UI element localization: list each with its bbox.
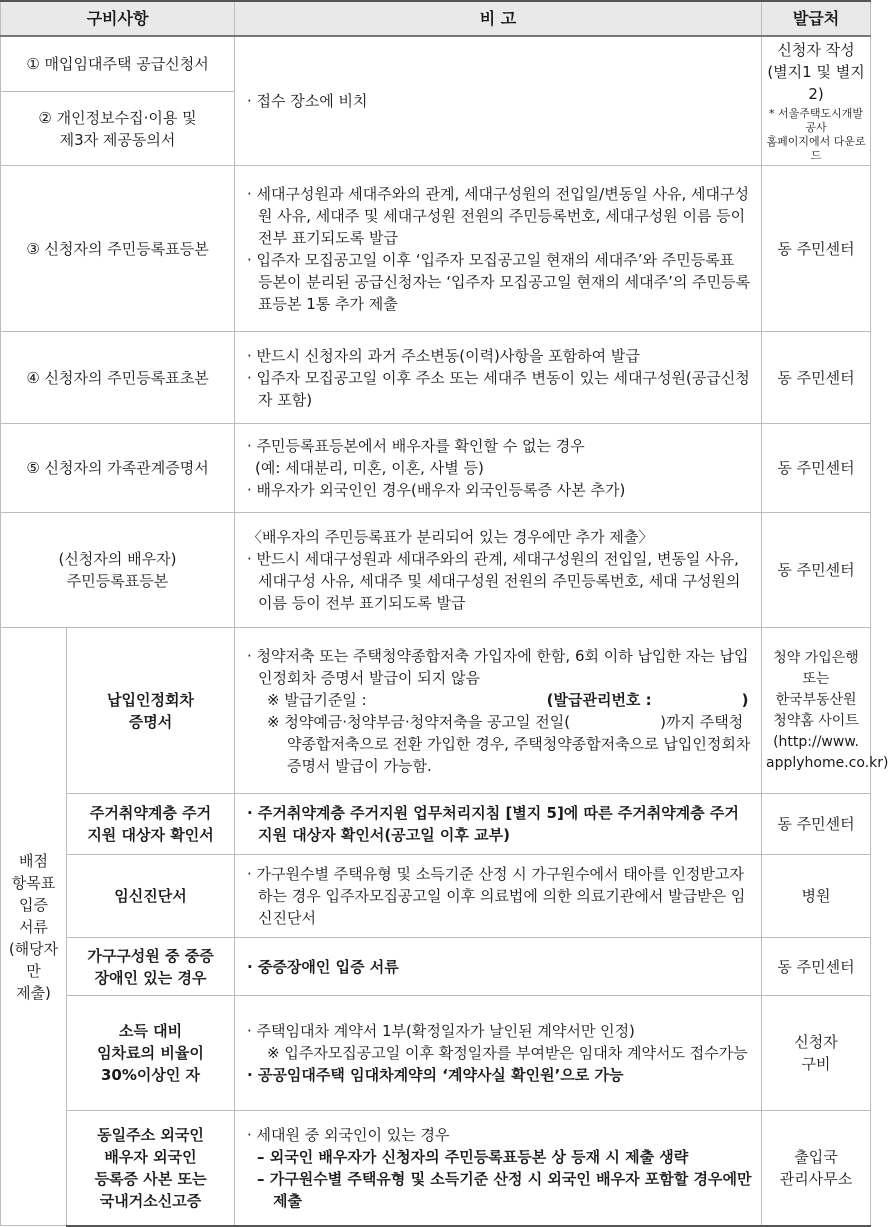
remark-line: · 세대원 중 외국인이 있는 경우 — [247, 1125, 450, 1144]
issuer-community-center: 동 주민센터 — [762, 938, 871, 996]
issuer-note-line: * 서울주택도시개발공사 — [769, 107, 864, 134]
table-row — [1, 628, 871, 794]
remark-line: · 중증장애인 입증 서류 — [247, 957, 399, 976]
item-line: 증명서 — [128, 712, 173, 731]
issuer-line: 청약 가입은행 — [773, 649, 859, 666]
table-row — [1, 855, 871, 938]
item-line: 동일주소 외국인 — [97, 1125, 204, 1144]
header-requirements: 구비사항 — [1, 1, 235, 36]
remark-line: · 반드시 신청자의 과거 주소변동(이력)사항을 포함하여 발급 — [247, 346, 640, 365]
group-label-line: 서류 — [19, 917, 48, 936]
remark-line: – 외국인 배우자가 신청자의 주민등록표등본 상 등재 시 제출 생략 — [257, 1147, 689, 1166]
remarks-cell — [235, 794, 762, 855]
remark-line: (예: 세대분리, 미혼, 이혼, 사별 등) — [255, 459, 484, 477]
remark-line: 〈배우자의 주민등록표가 분리되어 있는 경우에만 추가 제출〉 — [247, 528, 654, 546]
group-label-line: 항목표 — [11, 873, 56, 892]
table-row — [1, 1111, 871, 1226]
issuer-line: (별지1 및 별지2) — [767, 63, 865, 103]
remark-line: · 세대구성원과 세대주와의 관계, 세대구성원의 전입일/변동일 사유, 세대구성원 사유, 세대주 및 세대구성원 전원의 주민등록번호, 세대구성원 이름 등이 전부 표기되도록 발급 — [247, 184, 749, 247]
table-row — [1, 166, 871, 332]
item-line: 주거취약계층 주거 — [89, 804, 212, 822]
item-line: (신청자의 배우자) — [58, 550, 177, 568]
issuer-line: applyhome.co.kr) — [766, 754, 888, 771]
issuer-applicant-prepared — [762, 996, 871, 1111]
remark-line: · 입주자 모집공고일 이후 ‘입주자 모집공고일 현재의 세대주’와 주민등록표 등본이 분리된 공급신청자는 ‘입주자 모집공고일 현재의 세대주’의 주민등록표등본 1통 추가 제출 — [247, 250, 751, 313]
remark-line: · 청약저축 또는 주택청약종합저축 가입자에 한함, 6회 이하 납입한 자는 납입인정회차 증명서 발급이 되지 않음 — [247, 646, 749, 687]
item-line: 임차료의 비율이 — [97, 1044, 204, 1062]
mgmt-number-label: (발급관리번호 : — [546, 690, 652, 709]
remark-line: – 가구원수별 주택유형 및 소득기준 산정 시 외국인 배우자 포함할 경우에만 제출 — [257, 1169, 752, 1210]
item-privacy-consent — [1, 92, 235, 166]
remarks-cell — [235, 424, 762, 513]
table-row — [1, 424, 871, 513]
issuer-line: 한국부동산원 — [775, 691, 857, 708]
remark-line: · 배우자가 외국인인 경우(배우자 외국인등록증 사본 추가) — [247, 481, 626, 499]
group-label-line: (해당자만 — [8, 939, 59, 980]
header-remarks: 비 고 — [235, 1, 762, 36]
remark-reception: · 접수 장소에 비치 — [235, 36, 762, 166]
item-line: 장애인 있는 경우 — [94, 968, 207, 987]
remark-text: )까지 주택청약종합저축으로 전환 가입한 경우, 주택청약종합저축으로 납입인정회차 증명서 발급이 가능함. — [287, 712, 751, 775]
remarks-cell — [235, 938, 762, 996]
item-line: 국내거소신고증 — [99, 1191, 202, 1210]
remark-line: · 가구원수별 주택유형 및 소득기준 산정 시 가구원수에서 태아를 인정받고자 하는 경우 입주자모집공고일 이후 의료법에 의한 의료기관에서 발급받은 임신진단서 — [247, 865, 746, 927]
item-line: 등록증 사본 또는 — [94, 1169, 207, 1188]
remark-text: ※ 청약예금·청약부금·청약저축을 공고일 전일( — [267, 712, 571, 731]
item-line: 배우자 외국인 — [104, 1147, 197, 1166]
item-line: 소득 대비 — [118, 1022, 183, 1040]
remark-line: · 주민등록표등본에서 배우자를 확인할 수 없는 경우 — [247, 437, 585, 455]
issuer-line: 또는 — [802, 670, 830, 687]
item-payment-count-cert — [67, 628, 235, 794]
issuer-community-center: 동 주민센터 — [762, 332, 871, 424]
remarks-cell — [235, 628, 762, 794]
group-label-line: 배점 — [19, 851, 48, 870]
item-line: 주민등록표등본 — [66, 572, 169, 590]
remark-line: ※ 입주자모집공고일 이후 확정일자를 부여받은 임대차 계약서도 접수가능 — [267, 1044, 748, 1062]
table-row — [1, 36, 871, 92]
issuer-note — [766, 107, 866, 163]
item-spouse-register — [1, 513, 235, 628]
issuer-applicant-written — [762, 36, 871, 166]
item-resident-register-copy: ③ 신청자의 주민등록표등본 — [1, 166, 235, 332]
issuer-line: 구비 — [801, 1055, 831, 1073]
remark-line: · 입주자 모집공고일 이후 주소 또는 세대주 변동이 있는 세대구성원(공급신청자 포함) — [247, 368, 750, 409]
issuer-community-center: 동 주민센터 — [762, 166, 871, 332]
issuer-line: 신청자 — [794, 1033, 838, 1051]
item-line: 제3자 제공동의서 — [59, 130, 176, 149]
table-row — [1, 938, 871, 996]
remarks-cell — [235, 996, 762, 1111]
issuer-community-center: 동 주민센터 — [762, 794, 871, 855]
item-pregnancy-cert: 임신진단서 — [67, 855, 235, 938]
item-rent-ratio — [67, 996, 235, 1111]
remark-line — [247, 711, 753, 777]
remark-line: · 주택임대차 계약서 1부(확정일자가 날인된 계약서만 인정) — [247, 1022, 635, 1040]
item-severe-disability — [67, 938, 235, 996]
group-label-line: 제출) — [16, 983, 51, 1002]
issuer-note-line: 홈페이지에서 다운로드 — [766, 135, 866, 162]
item-family-relation-cert: ⑤ 신청자의 가족관계증명서 — [1, 424, 235, 513]
issue-date-label: ※ 발급기준일 : — [267, 690, 367, 709]
remarks-cell — [235, 513, 762, 628]
issuer-line: 출입국 — [794, 1147, 838, 1166]
item-application-form: ① 매입임대주택 공급신청서 — [1, 36, 235, 92]
item-foreign-spouse-id — [67, 1111, 235, 1226]
issuer-immigration-office — [762, 1111, 871, 1226]
table-row — [1, 996, 871, 1111]
table-row — [1, 794, 871, 855]
group-label-line: 입증 — [19, 895, 48, 914]
header-issuer: 발급처 — [762, 1, 871, 36]
remarks-cell — [235, 166, 762, 332]
remark-line: · 공공임대주택 임대차계약의 ‘계약사실 확인원’으로 가능 — [247, 1066, 624, 1084]
issuer-line: (http://www. — [773, 733, 859, 750]
issuer-line: 청약홈 사이트 — [773, 712, 859, 729]
item-line: 지원 대상자 확인서 — [87, 826, 214, 844]
item-line: ② 개인정보수집·이용 및 — [38, 108, 197, 127]
item-housing-vulnerable-cert — [67, 794, 235, 855]
issuer-community-center: 동 주민센터 — [762, 424, 871, 513]
group-label — [1, 628, 67, 1226]
issuer-line: 신청자 작성 — [777, 41, 855, 59]
mgmt-number-close: ) — [741, 690, 749, 709]
remark-line — [247, 689, 753, 711]
table-row — [1, 332, 871, 424]
remark-line: · 반드시 세대구성원과 세대주와의 관계, 세대구성원의 전입일, 변동일 사유, 세대구성 사유, 세대주 및 세대구성원 전원의 주민등록번호, 세대 구성원의 이름 등이 전부 표기되도록 발급 — [247, 550, 741, 612]
remarks-cell — [235, 332, 762, 424]
remarks-cell — [235, 855, 762, 938]
issuer-community-center: 동 주민센터 — [762, 513, 871, 628]
item-resident-register-abstract: ④ 신청자의 주민등록표초본 — [1, 332, 235, 424]
table-row — [1, 513, 871, 628]
remarks-cell — [235, 1111, 762, 1226]
item-line: 납입인정회차 — [107, 690, 194, 709]
issuer-line: 관리사무소 — [779, 1169, 853, 1188]
item-line: 가구구성원 중 중증 — [87, 946, 214, 965]
issuer-hospital: 병원 — [762, 855, 871, 938]
issuer-bank-or-applyhome — [762, 628, 888, 794]
table-header-row — [1, 1, 871, 36]
remark-line: · 주거취약계층 주거지원 업무처리지침 [별지 5]에 따른 주거취약계층 주거지원 대상자 확인서(공고일 이후 교부) — [247, 804, 739, 844]
item-line: 30%이상인 자 — [100, 1066, 201, 1084]
